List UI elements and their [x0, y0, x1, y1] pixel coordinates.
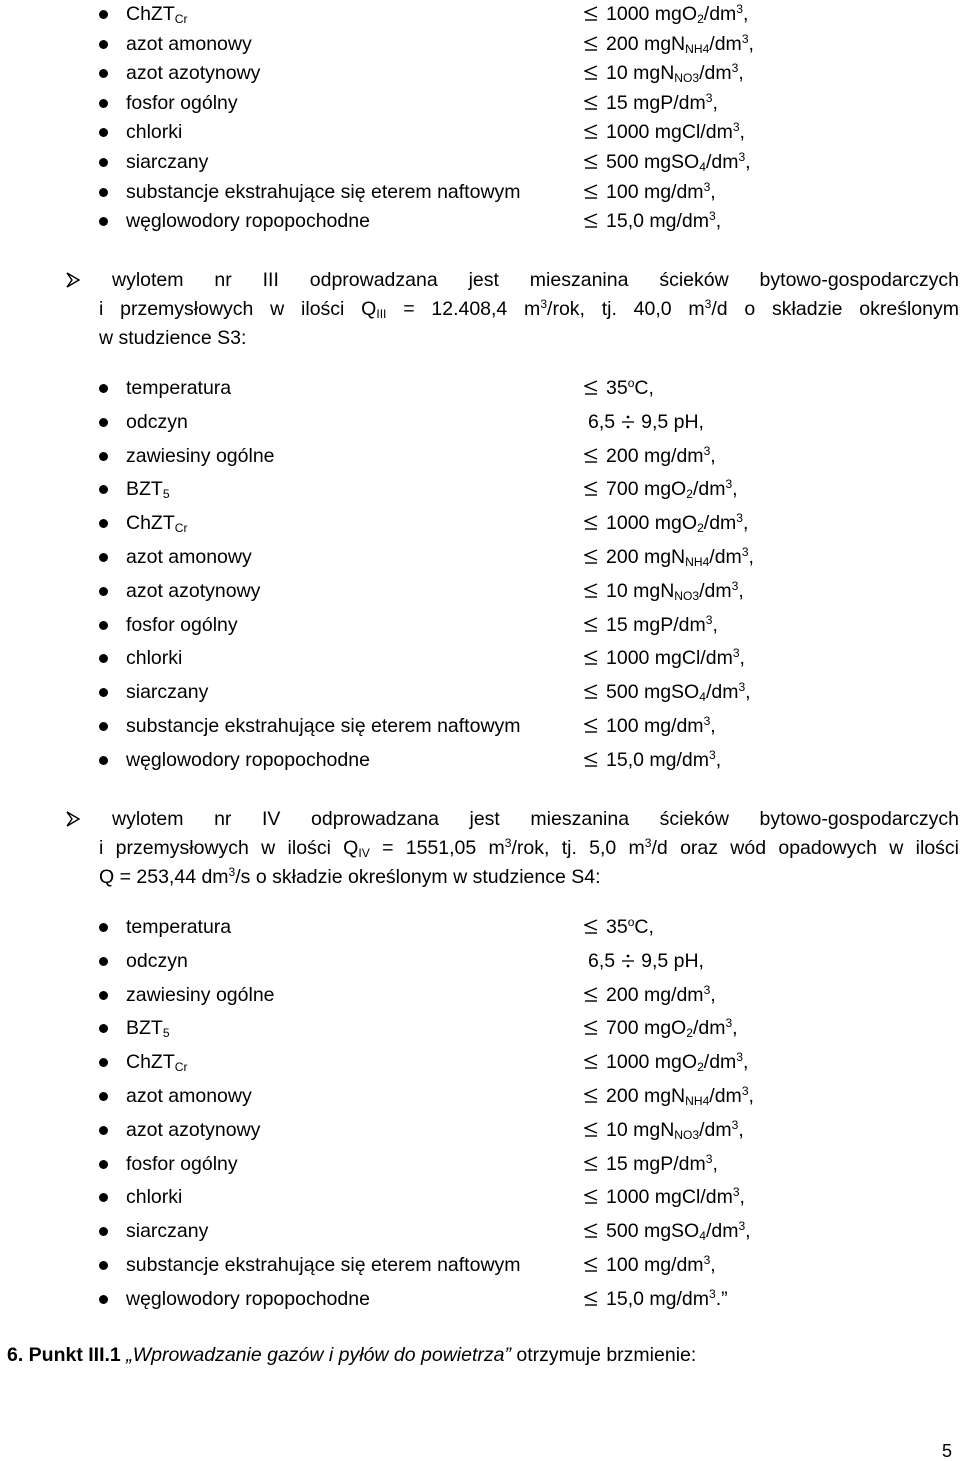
- list-item: [0, 61, 960, 87]
- list-item: [0, 613, 960, 639]
- parameter-limit: 1000 $mgO_2/dm^3$,: [584, 514, 748, 534]
- parameter-name: $BZT_5$: [126, 478, 170, 502]
- bullet-icon: [99, 923, 108, 932]
- list-item: [0, 1253, 960, 1279]
- less-or-equal-icon: [584, 752, 598, 768]
- list-item: [0, 1219, 960, 1245]
- bullet-icon: [99, 756, 108, 765]
- parameter-limit: 15 mgP/$dm^3$,: [584, 1155, 718, 1175]
- bullet-icon: [99, 452, 108, 461]
- outlet-4-line-2: i przemysłowych w ilości $Q_{IV} = 1551,05$ $m^3$/rok, tj. 5,0 $m^3/d$ oraz wód opadowych w ilości: [99, 835, 959, 861]
- bullet-icon: [99, 217, 108, 226]
- parameter-name: węglowodory ropopochodne: [126, 748, 370, 771]
- list-item: [0, 949, 960, 975]
- bullet-icon: [99, 40, 108, 49]
- parameter-name: węglowodory ropopochodne: [126, 210, 370, 233]
- section-heading: [7, 1346, 696, 1366]
- bullet-icon: [99, 1058, 108, 1067]
- bullet-icon: [99, 128, 108, 137]
- less-or-equal-icon: [584, 1291, 598, 1307]
- parameter-limit: 15,0 $mg/dm^3$,: [584, 751, 721, 771]
- parameter-name: $BZT_5$: [126, 1017, 170, 1041]
- parameter-limit: 6,5 9,5 pH,: [588, 949, 704, 972]
- bullet-icon: [99, 1193, 108, 1202]
- parameter-limit: 200 $mg/dm^3$,: [584, 986, 716, 1006]
- outlet-3-line-1: wylotem nr III odprowadzana jest mieszanina ścieków bytowo-gospodarczych: [112, 269, 959, 291]
- less-or-equal-icon: [584, 684, 598, 700]
- parameter-limit: 200 $mg/dm^3$,: [584, 447, 716, 467]
- parameter-limit: 1000 $mgO_2/dm^3$,: [584, 1053, 748, 1073]
- list-item: [0, 680, 960, 706]
- less-or-equal-icon: [584, 1020, 598, 1036]
- less-or-equal-icon: [584, 95, 598, 111]
- parameter-name: substancje ekstrahujące się eterem naftowym: [126, 1254, 521, 1276]
- bullet-icon: [99, 688, 108, 697]
- less-or-equal-icon: [584, 213, 598, 229]
- less-or-equal-icon: [584, 1088, 598, 1104]
- parameter-limit: 35$^o$C,: [584, 379, 654, 399]
- less-or-equal-icon: [584, 919, 598, 935]
- list-item: [0, 180, 960, 206]
- list-item: [0, 477, 960, 503]
- less-or-equal-icon: [584, 718, 598, 734]
- parameter-limit: 10 $mgN_{NO3}/dm^3$,: [584, 582, 744, 602]
- parameter-limit: 1000 mgCl/$dm^3$,: [584, 123, 745, 143]
- list-item: [0, 444, 960, 470]
- less-or-equal-icon: [584, 36, 598, 52]
- list-item: [0, 1118, 960, 1144]
- parameter-name: ChZT$_{Cr}$: [126, 512, 188, 536]
- range-divide-icon: [621, 954, 635, 968]
- less-or-equal-icon: [584, 184, 598, 200]
- bullet-icon: [99, 957, 108, 966]
- heading-number: 6. Punkt III.1: [7, 1344, 121, 1366]
- parameter-name: azot amonowy: [126, 546, 252, 568]
- bullet-icon: [99, 158, 108, 167]
- parameter-name: odczyn: [126, 410, 188, 433]
- parameter-name: azot amonowy: [126, 1085, 252, 1107]
- list-item: [0, 150, 960, 176]
- less-or-equal-icon: [584, 1223, 598, 1239]
- parameter-limit: 10 $mgN_{NO3}/dm^3$,: [584, 64, 744, 84]
- list-item: [0, 209, 960, 235]
- parameter-limit: 200 $mgN_{NH4}/dm^3$,: [584, 548, 754, 568]
- bullet-icon: [99, 485, 108, 494]
- heading-title: „Wprowadzanie gazów i pyłów do powietrza”: [126, 1344, 511, 1366]
- list-item: [0, 376, 960, 402]
- bullet-icon: [99, 188, 108, 197]
- list-item: [0, 2, 960, 28]
- list-item: [0, 1084, 960, 1110]
- parameter-name: azot azotynowy: [126, 62, 261, 85]
- list-item: [0, 1016, 960, 1042]
- parameter-name: substancje ekstrahujące się eterem naftowym: [126, 180, 521, 203]
- bullet-icon: [99, 1126, 108, 1135]
- bullet-icon: [99, 69, 108, 78]
- outlet-3-paragraph: [99, 266, 959, 353]
- bullet-icon: [99, 1160, 108, 1169]
- less-or-equal-icon: [584, 1257, 598, 1273]
- bullet-icon: [99, 1261, 108, 1270]
- less-or-equal-icon: [584, 650, 598, 666]
- list-item: [0, 1050, 960, 1076]
- parameter-limit: 700 $mgO_2/dm^3$,: [584, 480, 738, 500]
- bullet-icon: [99, 621, 108, 630]
- parameter-limit: 200 $mgN_{NH4}/dm^3$,: [584, 1087, 754, 1107]
- less-or-equal-icon: [584, 583, 598, 599]
- less-or-equal-icon: [584, 1156, 598, 1172]
- heading-rest: otrzymuje brzmienie:: [510, 1344, 697, 1366]
- list-item: [0, 545, 960, 571]
- parameter-name: chlorki: [126, 121, 183, 144]
- list-item: [0, 1185, 960, 1211]
- bullet-icon: [99, 99, 108, 108]
- parameter-name: azot azotynowy: [126, 579, 261, 602]
- list-item: [0, 32, 960, 58]
- parameter-name: fosfor ogólny: [126, 613, 238, 636]
- parameter-name: azot amonowy: [126, 32, 252, 55]
- parameter-limit: 15,0 $mg/dm^3$,: [584, 212, 721, 232]
- list-item: [0, 748, 960, 774]
- bullet-icon: [99, 418, 108, 427]
- list-item: [0, 120, 960, 146]
- list-item: [0, 511, 960, 537]
- page-number: 5: [941, 1441, 952, 1461]
- parameter-limit: 500 $mgSO_4/dm^3$,: [584, 1222, 751, 1242]
- bullet-icon: [99, 722, 108, 731]
- parameter-name: ChZT$_{Cr}$: [126, 3, 188, 27]
- parameter-name: fosfor ogólny: [126, 1152, 238, 1175]
- parameter-name: azot azotynowy: [126, 1118, 261, 1141]
- parameter-limit: 200 $mgN_{NH4}/dm^3$,: [584, 35, 754, 55]
- bullet-icon: [99, 1024, 108, 1033]
- parameter-name: fosfor ogólny: [126, 91, 238, 114]
- parameter-limit: 500 $mgSO_4/dm^3$,: [584, 153, 751, 173]
- parameter-name: siarczany: [126, 681, 209, 704]
- less-or-equal-icon: [584, 515, 598, 531]
- list-item: [0, 983, 960, 1009]
- parameter-limit: 35$^o$C,: [584, 918, 654, 938]
- arrow-bullet-icon: [66, 811, 80, 827]
- parameter-name: substancje ekstrahujące się eterem naftowym: [126, 715, 521, 737]
- bullet-icon: [99, 1295, 108, 1304]
- list-item: [0, 1152, 960, 1178]
- parameter-name: siarczany: [126, 1220, 209, 1243]
- less-or-equal-icon: [584, 154, 598, 170]
- parameter-limit: 10 $mgN_{NO3}/dm^3$,: [584, 1121, 744, 1141]
- parameter-limit: 700 $mgO_2/dm^3$,: [584, 1019, 738, 1039]
- list-item: [0, 91, 960, 117]
- bullet-icon: [99, 10, 108, 19]
- parameter-name: odczyn: [126, 949, 188, 972]
- parameter-limit: 15 mgP/$dm^3$,: [584, 616, 718, 636]
- list-item: [0, 1287, 960, 1313]
- bullet-icon: [99, 519, 108, 528]
- bullet-icon: [99, 991, 108, 1000]
- outlet-3-line-3: w studzience S3:: [99, 327, 247, 349]
- parameter-name: zawiesiny ogólne: [126, 444, 275, 467]
- parameter-name: temperatura: [126, 916, 232, 938]
- less-or-equal-icon: [584, 124, 598, 140]
- parameter-limit: 100 $mg/dm^3$,: [584, 717, 716, 737]
- less-or-equal-icon: [584, 65, 598, 81]
- list-item: [0, 915, 960, 941]
- bullet-icon: [99, 553, 108, 562]
- less-or-equal-icon: [584, 617, 598, 633]
- range-divide-icon: [621, 415, 635, 429]
- less-or-equal-icon: [584, 549, 598, 565]
- parameter-limit: 1000 mgCl/$dm^3$,: [584, 1188, 745, 1208]
- list-item: [0, 579, 960, 605]
- parameter-limit: 15 mgP/$dm^3$,: [584, 94, 718, 114]
- outlet-4-line-1: wylotem nr IV odprowadzana jest mieszanina ścieków bytowo-gospodarczych: [112, 808, 959, 830]
- list-item: [0, 714, 960, 740]
- parameter-name: siarczany: [126, 151, 209, 173]
- parameter-limit: 1000 mgCl/$dm^3$,: [584, 649, 745, 669]
- parameter-name: węglowodory ropopochodne: [126, 1287, 370, 1310]
- outlet-4-line-3: Q = 253,44 $dm^3/s$ o składzie określonym w studzience S4:: [99, 864, 601, 888]
- list-item: [0, 646, 960, 672]
- less-or-equal-icon: [584, 1189, 598, 1205]
- less-or-equal-icon: [584, 1122, 598, 1138]
- bullet-icon: [99, 1092, 108, 1101]
- less-or-equal-icon: [584, 6, 598, 22]
- parameter-name: chlorki: [126, 647, 183, 670]
- arrow-bullet-icon: [66, 272, 80, 288]
- parameter-limit: 1000 $mgO_2/dm^3$,: [584, 5, 748, 25]
- parameter-limit: 100 $mg/dm^3$,: [584, 1256, 716, 1276]
- less-or-equal-icon: [584, 481, 598, 497]
- outlet-3-line-2: i przemysłowych w ilości $Q_{III} = 12.408,4$ $m^3$/rok, tj. 40,0 $m^3/d$ o składzie określonym: [99, 296, 959, 322]
- parameter-limit: 6,5 9,5 pH,: [588, 410, 704, 433]
- bullet-icon: [99, 384, 108, 393]
- bullet-icon: [99, 1227, 108, 1236]
- parameter-name: chlorki: [126, 1186, 183, 1209]
- parameter-limit: 15,0 $mg/dm^3$.”: [584, 1290, 728, 1310]
- outlet-4-paragraph: [99, 805, 959, 892]
- bullet-icon: [99, 587, 108, 596]
- parameter-limit: 500 $mgSO_4/dm^3$,: [584, 683, 751, 703]
- parameter-name: zawiesiny ogólne: [126, 983, 275, 1006]
- less-or-equal-icon: [584, 987, 598, 1003]
- parameter-name: temperatura: [126, 377, 232, 399]
- less-or-equal-icon: [584, 1054, 598, 1070]
- parameter-limit: 100 $mg/dm^3$,: [584, 183, 716, 203]
- less-or-equal-icon: [584, 448, 598, 464]
- list-item: [0, 410, 960, 436]
- parameter-name: ChZT$_{Cr}$: [126, 1051, 188, 1075]
- bullet-icon: [99, 654, 108, 663]
- less-or-equal-icon: [584, 380, 598, 396]
